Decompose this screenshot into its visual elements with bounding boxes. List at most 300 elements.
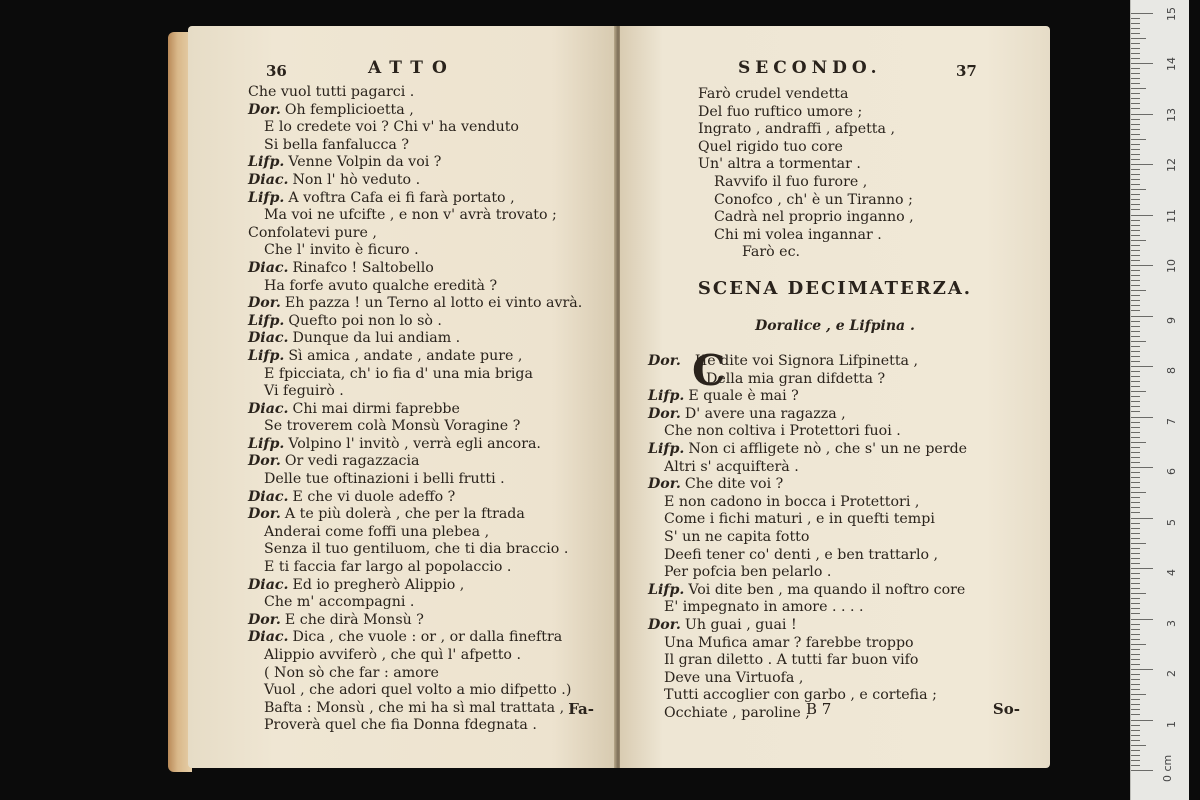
ruler-tick (1131, 770, 1153, 771)
ruler-tick (1131, 331, 1140, 332)
ruler-number: 14 (1165, 57, 1178, 71)
speaker-label: Dor. (648, 353, 681, 369)
ruler-tick (1131, 396, 1140, 397)
ruler-tick (1131, 608, 1140, 609)
right-running-head: SECONDO. (738, 58, 882, 78)
text-line (248, 436, 582, 454)
ruler-tick (1131, 225, 1140, 226)
line-text: E fpicciata, ch' io fia d' una mia briga (264, 365, 533, 382)
ruler-tick (1131, 199, 1140, 200)
ruler-tick (1131, 523, 1140, 524)
speaker-label: Lifp. (648, 388, 685, 405)
ruler-tick (1131, 472, 1140, 473)
text-line (248, 541, 582, 559)
text-line (248, 207, 582, 225)
line-text: Un' altra a tormentar . (698, 156, 861, 173)
ruler-tick (1131, 98, 1140, 99)
line-text: Conofco , ch' è un Tiranno ; (714, 191, 913, 208)
ruler-tick (1131, 568, 1153, 569)
line-text: E che dirà Monsù ? (284, 611, 424, 628)
ruler-tick (1131, 482, 1140, 483)
ruler-tick (1131, 745, 1146, 746)
ruler-tick (1131, 78, 1140, 79)
ruler-tick (1131, 714, 1140, 715)
speaker-label: Diac. (248, 488, 289, 505)
ruler-tick (1131, 492, 1146, 493)
text-line (648, 529, 967, 547)
ruler-tick (1131, 639, 1140, 640)
line-text: Il gran diletto . A tutti far buon vifo (664, 652, 919, 669)
ruler-tick (1131, 649, 1140, 650)
ruler-number: 15 (1165, 6, 1178, 21)
right-page-number: 37 (956, 62, 977, 80)
line-text: Non l' hò veduto . (292, 171, 421, 188)
ruler-tick (1131, 507, 1140, 508)
line-text: Anderai come foffi una plebea , (264, 523, 490, 540)
line-text: Se troverem colà Monsù Voragine ? (264, 418, 521, 435)
text-line (648, 494, 967, 512)
line-text: Dunque da lui andiam . (292, 330, 461, 347)
ruler-tick (1131, 699, 1140, 700)
line-text: Farò ec. (742, 244, 801, 261)
ruler-tick (1131, 538, 1140, 539)
text-line (698, 104, 914, 122)
ruler-tick (1131, 23, 1140, 24)
ruler-tick (1131, 164, 1153, 165)
text-line (248, 629, 582, 647)
text-line (248, 453, 582, 471)
text-line (648, 459, 967, 477)
ruler-tick (1131, 528, 1140, 529)
ruler-tick (1131, 386, 1140, 387)
ruler-tick (1131, 316, 1153, 317)
text-line (248, 506, 582, 524)
left-running-head: ATTO (368, 58, 456, 78)
ruler-tick (1131, 467, 1153, 468)
ruler-tick (1131, 391, 1146, 392)
ruler-tick (1131, 634, 1140, 635)
line-text: Come i fichi maturi , e in quefti tempi (664, 511, 935, 528)
ruler-tick (1131, 704, 1140, 705)
ruler-tick (1131, 750, 1140, 751)
ruler-tick (1131, 189, 1146, 190)
ruler-tick (1131, 114, 1153, 115)
ruler-tick (1131, 755, 1140, 756)
line-text: Dica , che vuole : or , or dalla fineftra (292, 629, 563, 646)
line-text: Delle tue oftinazioni i belli frutti . (264, 471, 505, 488)
text-line (248, 489, 582, 507)
text-line (648, 511, 967, 529)
ruler-tick (1131, 184, 1140, 185)
ruler-number: 11 (1165, 208, 1178, 223)
ruler-tick (1131, 558, 1140, 559)
ruler-tick (1131, 674, 1140, 675)
text-line (648, 353, 967, 371)
text-line (698, 227, 914, 245)
ruler-tick (1131, 497, 1140, 498)
speaker-label: Dor. (648, 405, 681, 422)
ruler-tick (1131, 427, 1140, 428)
ruler-tick (1131, 689, 1140, 690)
speaker-label: Dor. (248, 101, 281, 118)
ruler-tick (1131, 477, 1140, 478)
text-line (648, 599, 967, 617)
line-text: Chi mai dirmi faprebbe (292, 400, 460, 417)
ruler-tick (1131, 305, 1140, 306)
ruler-tick (1131, 346, 1140, 347)
text-line (248, 665, 582, 683)
ruler-tick (1131, 735, 1140, 736)
text-line (648, 476, 967, 494)
ruler-tick (1131, 593, 1146, 594)
speaker-label: Diac. (248, 171, 289, 188)
ruler-tick (1131, 270, 1140, 271)
ruler-number: 10 (1165, 259, 1178, 273)
line-text: Vi feguirò . (264, 383, 344, 400)
ruler-tick (1131, 376, 1140, 377)
ruler-tick (1131, 336, 1140, 337)
line-text: Venne Volpin da voi ? (288, 154, 442, 171)
ruler-tick (1131, 73, 1140, 74)
line-text: Che vuol tutti pagarci . (248, 84, 415, 100)
ruler-number: 9 (1165, 316, 1178, 324)
ruler-tick (1131, 720, 1153, 721)
speaker-label: Lifp. (248, 154, 285, 171)
text-line (248, 102, 582, 120)
text-line (248, 647, 582, 665)
ruler-tick (1131, 588, 1140, 589)
ruler-tick (1131, 326, 1140, 327)
ruler-number: 12 (1165, 158, 1178, 172)
ruler-tick (1131, 603, 1140, 604)
text-line (648, 582, 967, 600)
ruler-tick (1131, 356, 1140, 357)
ruler-tick (1131, 83, 1140, 84)
text-line (698, 209, 914, 227)
ruler-tick (1131, 437, 1140, 438)
text-line (248, 278, 582, 296)
ruler-tick (1131, 341, 1146, 342)
ruler-tick (1131, 108, 1140, 109)
ruler-tick (1131, 447, 1140, 448)
line-text: E lo credete voi ? Chi v' ha venduto (264, 119, 519, 136)
ruler-tick (1131, 730, 1140, 731)
ruler-number: 3 (1165, 619, 1178, 627)
line-text: Voi dite ben , ma quando il noftro core (688, 581, 966, 598)
scene-title: SCENA DECIMATERZA. (697, 278, 973, 299)
ruler-tick (1131, 457, 1140, 458)
ruler-number: 13 (1165, 107, 1178, 122)
ruler-tick (1131, 598, 1140, 599)
text-line (248, 348, 582, 366)
ruler-tick (1131, 275, 1140, 276)
speaker-label: Lifp. (648, 581, 685, 598)
ruler-tick (1131, 406, 1140, 407)
left-catchword: Fa- (568, 700, 594, 718)
line-text: Altri s' acquifterà . (664, 458, 799, 475)
ruler-tick (1131, 255, 1140, 256)
ruler-tick (1131, 664, 1140, 665)
line-text: Eh pazza ! un Terno al lotto ei vinto avrà. (284, 295, 583, 312)
ruler-tick (1131, 351, 1140, 352)
ruler-tick (1131, 300, 1140, 301)
ruler-tick (1131, 765, 1140, 766)
ruler-tick (1131, 93, 1140, 94)
line-text: Farò crudel vendetta (698, 86, 849, 102)
ruler-tick (1131, 53, 1140, 54)
line-text: ( Non sò che far : amore (264, 664, 439, 681)
ruler-tick (1131, 260, 1140, 261)
line-text: Uh guai , guai ! (684, 616, 797, 633)
ruler-tick (1131, 220, 1140, 221)
text-line (248, 84, 582, 102)
line-text: Senza il tuo gentiluom, che ti dia braccio . (264, 541, 569, 558)
ruler-tick (1131, 28, 1140, 29)
text-line (698, 244, 914, 262)
speaker-label: Lifp. (248, 189, 285, 206)
speaker-label: Diac. (248, 330, 289, 347)
ruler-tick (1131, 502, 1140, 503)
line-text: Quel rigido tuo core (698, 138, 843, 155)
text-line (648, 635, 967, 653)
speaker-label: Diac. (248, 576, 289, 593)
line-text: Non ci affligete nò , che s' un ne perde (688, 440, 968, 457)
ruler-tick (1131, 209, 1140, 210)
ruler-tick (1131, 88, 1146, 89)
line-text: Confolatevi pure , (248, 224, 377, 241)
line-text: E' impegnato in amore . . . . (664, 599, 864, 616)
line-text: Si bella fanfalucca ? (264, 136, 409, 153)
ruler-tick (1131, 487, 1140, 488)
text-line (248, 366, 582, 384)
ruler-tick (1131, 310, 1140, 311)
text-line (248, 418, 582, 436)
speaker-label: Dor. (648, 616, 681, 633)
ruler-tick (1131, 119, 1140, 120)
speaker-label: Lifp. (248, 435, 285, 452)
ruler-tick (1131, 48, 1140, 49)
ruler-number: 6 (1165, 468, 1178, 475)
measurement-ruler (1130, 0, 1189, 800)
ruler-tick (1131, 265, 1153, 266)
line-text: Che l' invito è ficuro . (264, 242, 419, 259)
line-text: Ha forfe avuto qualche eredità ? (264, 277, 498, 294)
line-text: Che dite voi ? (684, 476, 784, 493)
ruler-tick (1131, 215, 1153, 216)
line-text: A voftra Cafa ei fi farà portato , (288, 189, 515, 206)
speaker-label: Lifp. (248, 312, 285, 329)
ruler-tick (1131, 134, 1140, 135)
ruler-tick (1131, 361, 1140, 362)
ruler-number: 4 (1165, 569, 1178, 576)
ruler-tick (1131, 669, 1153, 670)
ruler-tick (1131, 583, 1140, 584)
ruler-tick (1131, 250, 1140, 251)
ruler-tick (1131, 740, 1140, 741)
ruler-tick (1131, 411, 1140, 412)
open-book (168, 18, 1056, 780)
ruler-tick (1131, 285, 1140, 286)
text-line (648, 371, 967, 389)
line-text: E non cadono in bocca i Protettori , (664, 493, 920, 510)
speaker-label: Lifp. (648, 440, 685, 457)
ruler-tick (1131, 578, 1140, 579)
ruler-tick (1131, 543, 1146, 544)
text-line (248, 330, 582, 348)
scene-dialogue-lines (648, 353, 967, 722)
line-text: Ravvifo il fuo furore , (714, 173, 868, 190)
ruler-tick (1131, 548, 1140, 549)
line-text: Del fuo ruftico umore ; (698, 103, 863, 120)
speaker-label: Diac. (248, 629, 289, 646)
right-page (620, 26, 1050, 768)
ruler-tick (1131, 760, 1140, 761)
text-line (248, 700, 582, 718)
ruler-number: 5 (1165, 518, 1178, 526)
ruler-tick (1131, 290, 1146, 291)
ruler-tick (1131, 371, 1140, 372)
ruler-tick (1131, 144, 1140, 145)
line-text: Ma voi ne ufcifte , e non v' avrà trovato ; (264, 207, 557, 224)
line-text: Ed io pregherò Alippio , (292, 576, 465, 593)
ruler-tick (1131, 462, 1140, 463)
line-text: Che m' accompagni . (264, 594, 415, 611)
text-line (648, 441, 967, 459)
text-line (648, 547, 967, 565)
ruler-tick (1131, 573, 1140, 574)
line-text: Ingrato , andraffi , afpetta , (698, 121, 895, 138)
line-text: E quale è mai ? (688, 388, 799, 405)
text-line (698, 121, 914, 139)
drop-capital: C (692, 346, 726, 395)
text-line (248, 524, 582, 542)
ruler-number: 7 (1165, 417, 1178, 425)
text-line (248, 295, 582, 313)
text-line (248, 225, 582, 243)
ruler-tick (1131, 63, 1153, 64)
scene-characters: Doralice , e Lifpina . (755, 318, 915, 334)
line-text: Sì amica , andate , andate pure , (288, 347, 523, 364)
line-text: E che vi duole adeffo ? (292, 488, 456, 505)
text-line (248, 401, 582, 419)
ruler-tick (1131, 417, 1153, 418)
ruler-tick (1131, 619, 1153, 620)
ruler-tick (1131, 154, 1140, 155)
text-line (648, 652, 967, 670)
ruler-number: 8 (1165, 367, 1178, 374)
line-text: Per pofcia ben pelarlo . (664, 564, 832, 581)
ruler-tick (1131, 381, 1140, 382)
line-text: Alippio avviferò , che quì l' afpetto . (264, 647, 521, 663)
line-text: S' un ne capita fotto (664, 528, 810, 545)
ruler-tick (1131, 422, 1140, 423)
ruler-tick (1131, 174, 1140, 175)
ruler-tick (1131, 694, 1146, 695)
ruler-tick (1131, 563, 1140, 564)
text-line (248, 190, 582, 208)
left-page-number: 36 (266, 62, 287, 80)
right-catchword: So- (992, 700, 1020, 718)
text-line (698, 174, 914, 192)
text-line (698, 192, 914, 210)
ruler-tick (1131, 124, 1140, 125)
line-text: Cadrà nel proprio inganno , (714, 209, 914, 226)
line-text: He dite voi Signora Lifpinetta , (694, 353, 919, 369)
ruler-tick (1131, 553, 1140, 554)
left-page (188, 26, 616, 768)
ruler-tick (1131, 533, 1140, 534)
line-text: Deefi tener co' denti , e ben trattarlo , (664, 546, 939, 563)
ruler-tick (1131, 709, 1140, 710)
text-line (248, 383, 582, 401)
ruler-tick (1131, 245, 1140, 246)
ruler-tick (1131, 230, 1140, 231)
ruler-tick (1131, 401, 1140, 402)
text-line (648, 406, 967, 424)
ruler-tick (1131, 518, 1153, 519)
speaker-label: Dor. (248, 453, 281, 470)
ruler-tick (1131, 512, 1140, 513)
text-line (248, 682, 582, 700)
text-line (698, 156, 914, 174)
ruler-tick (1131, 624, 1140, 625)
ruler-tick (1131, 149, 1140, 150)
ruler-tick (1131, 644, 1146, 645)
speaker-label: Dor. (248, 295, 281, 312)
ruler-tick (1131, 366, 1153, 367)
ruler-unit-label: 0 cm (1161, 754, 1174, 782)
speaker-label: Lifp. (248, 347, 285, 364)
text-line (248, 260, 582, 278)
line-text: Deve una Virtuofa , (664, 669, 804, 686)
text-line (248, 242, 582, 260)
text-line (648, 617, 967, 635)
text-line (248, 577, 582, 595)
text-line (248, 137, 582, 155)
line-text: Proverà quel che fia Donna fdegnata . (264, 717, 537, 734)
line-text: D' avere una ragazza , (684, 405, 846, 422)
line-text: Rinafco ! Saltobello (292, 259, 434, 276)
line-text: Or vedi ragazzacia (284, 453, 420, 470)
ruler-tick (1131, 295, 1140, 296)
text-line (248, 119, 582, 137)
line-text: Della mia gran difdetta ? (706, 370, 886, 387)
ruler-tick (1131, 139, 1146, 140)
ruler-tick (1131, 58, 1140, 59)
speaker-label: Diac. (248, 259, 289, 276)
ruler-tick (1131, 129, 1140, 130)
ruler-tick (1131, 679, 1140, 680)
ruler-tick (1131, 725, 1140, 726)
ruler-number: 2 (1165, 670, 1178, 677)
ruler-tick (1131, 240, 1146, 241)
line-text: Tutti accoglier con garbo , e cortefia ; (664, 687, 937, 704)
text-line (248, 471, 582, 489)
ruler-tick (1131, 179, 1140, 180)
left-text-lines (248, 84, 582, 735)
text-line (648, 388, 967, 406)
text-line (248, 594, 582, 612)
line-text: E ti faccia far largo al popolaccio . (264, 559, 512, 576)
ruler-tick (1131, 169, 1140, 170)
speaker-label: Diac. (248, 400, 289, 417)
ruler-tick (1131, 613, 1140, 614)
ruler-tick (1131, 38, 1146, 39)
ruler-tick (1131, 13, 1153, 14)
text-line (248, 313, 582, 331)
text-line (648, 564, 967, 582)
text-line (648, 670, 967, 688)
